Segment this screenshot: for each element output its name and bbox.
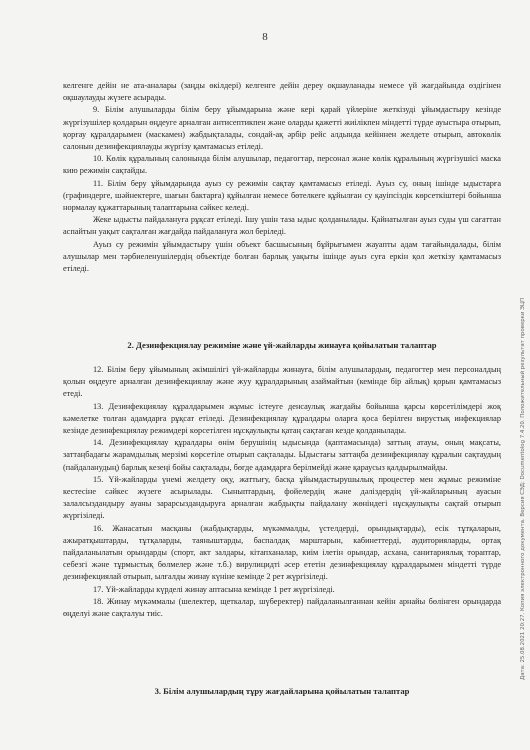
paragraph: 18. Жинау мүкәммалы (шелектер, щеткалар, шүберектер) пайдаланылғаннан кейін арнайы бөлінген орындарда өңделуі және сақталуы тиіс. bbox=[63, 596, 501, 619]
paragraph: келгенге дейін не ата-аналары (заңды өкілдері) келгенге дейін дереу оқшауланады немесе үй жағдайында өздігінен оқшаулауды жүзеге асырады. bbox=[63, 81, 501, 103]
paragraph: 15. Үй-жайларды үнемі желдету оқу, жаттығу, басқа ұйымдастырушылық процестер мен жұмыс режиміне кестесіне сәйкес жүзеге асырылады. Сыныптардың, фойелердің және дәліздердің үй-жайларының ауасын залалсыздандыру ауаны зарарсыздандыруға арналған жабдықты пайдалану жөніндегі нұсқаулықты сақтай отырып жүргізіледі. bbox=[63, 474, 501, 521]
section-2-text bbox=[63, 364, 501, 620]
section-2-heading: 2. Дезинфекциялау режиміне және үй-жайларды жинауға қойылатын талаптар bbox=[127, 340, 437, 350]
paragraph: 13. Дезинфекциялау құралдарымен жұмыс істеуге денсаулық жағдайы бойынша қарсы көрсетілімдері жоқ кәмелетке толған адамдарға рұқсат етіледі. Дезинфекциялау құралдары оларға қоса берілген вирустық инфекциялар кезінде дезинфекциялау режимдері көрсетілген нұсқаулықты қатаң сақтаған кезде қолданылады. bbox=[63, 401, 501, 436]
paragraph: 17. Үй-жайларды күрделі жинау аптасына кемінде 1 рет жүргізіледі. bbox=[93, 584, 335, 594]
paragraph: 10. Көлік құралының салонында білім алушылар, педагогтар, персонал және көлік құралының жүргізушісі маска кию режимін сақтайды. bbox=[63, 154, 501, 176]
side-verification-stamp: Дата: 25.08.2021 20:27. Копия электронного документа. Версия СЭД: Documentolog 7.4.20. Положительный результат проверки ЭЦП bbox=[520, 297, 526, 680]
paragraph: 11. Білім беру ұйымдарында ауыз су режимін сақтау қамтамасыз етіледі. Ауыз су, оның ішінде ыдыстарға (графиндерге, шәйнектерге, шағын бактарға) құйылған немесе бөтелкеге құйылған су қауіпсіздік көрсеткіштері бойынша нормалау құжаттарының талаптарына сәйкес келеді. bbox=[63, 178, 501, 213]
paragraph: 16. Жанасатын масқаны (жабдықтарды, мүкәммалды, үстелдерді, орындықтарды), есік тұтқаларын, ажыратқыштарды, тұтқаларды, таяныштарды, баспалдақ марштарын, кабинеттерді, аудиторияларды, ортақ пайдаланылатын орындарды (спорт, акт залдары, кітапханалар, киім ілетін орындар, асхана, санитариялық торaптар, себезгі және тұрмыстық бөлмелер және т.б.) вирулицидті әсер ететін дезинфекциялау құралдарымен міндетті түрде дезинфекциялай отырып, ылғалды жинау күніне кемінде 2 рет жүргізіледі. bbox=[63, 523, 501, 582]
section-3-heading: 3. Білім алушылардың тұру жағдайларына қойылатын талаптар bbox=[154, 686, 410, 696]
paragraph: Жеке ыдысты пайдалануға рұқсат етіледі. Ішу үшін таза ыдыс қолданылады. Қайнатылған ауыз суды үш сағаттан аспайтын уақыт сақталған жағдайда пайдалануға жол беріледі. bbox=[63, 215, 501, 237]
paragraph: 14. Дезинфекциялау құралдары өнім берушінің ыдысында (қаптамасында) заттың атауы, оның мақсаты, заттаңбадағы жарамдылық мерзімі көрсетіле отырып сақталады. Ыдыстағы заттаңба дезинфекциялау құралын сақтаудың (пайдаланудың) барлық кезеңі бойы сақталады, бөгде адамдарға берілмейді және қараусыз қалдырылмайды. bbox=[63, 438, 501, 472]
paragraph: 9. Білім алушыларды білім беру ұйымдарына және кері қарай үйлеріне жеткізуді ұйымдастыру кезінде жүргізушілер қолдарын өңдеуге арналған антисептикпен және оларды қажетті жиілікпен міндетті түрде ауыстыра отырып, қорғау құралдарымен (маскамен) жабдықталады, сондай-ақ әрбір рейс алдында кейіннен желдете отырып, автокөлік салонын дезинфекциялауды жүргізу қамтамасыз етіледі. bbox=[63, 105, 501, 152]
paragraph: 12. Білім беру ұйымының әкімшілігі үй-жайларды жинауға, білім алушылардың, педагогтер мен персоналдың қолын өңдеуге арналған дезинфекциялау және жуу құралдарының азаймайтын (кемінде бір айлық) қорын қамтамасыз етеді. bbox=[63, 365, 501, 399]
page-number: 8 bbox=[262, 31, 268, 43]
section-1-text bbox=[63, 80, 501, 275]
paragraph: Ауыз су режимін ұйымдастыру үшін объект басшысының бұйрығымен жауапты адам тағайындалады, білім алушылар мен тәрбиеленушілердің объектіде болған барлық уақыты ішінде ауыз суға еркін қол жеткізу қамтамасыз етіледі. bbox=[63, 239, 501, 274]
